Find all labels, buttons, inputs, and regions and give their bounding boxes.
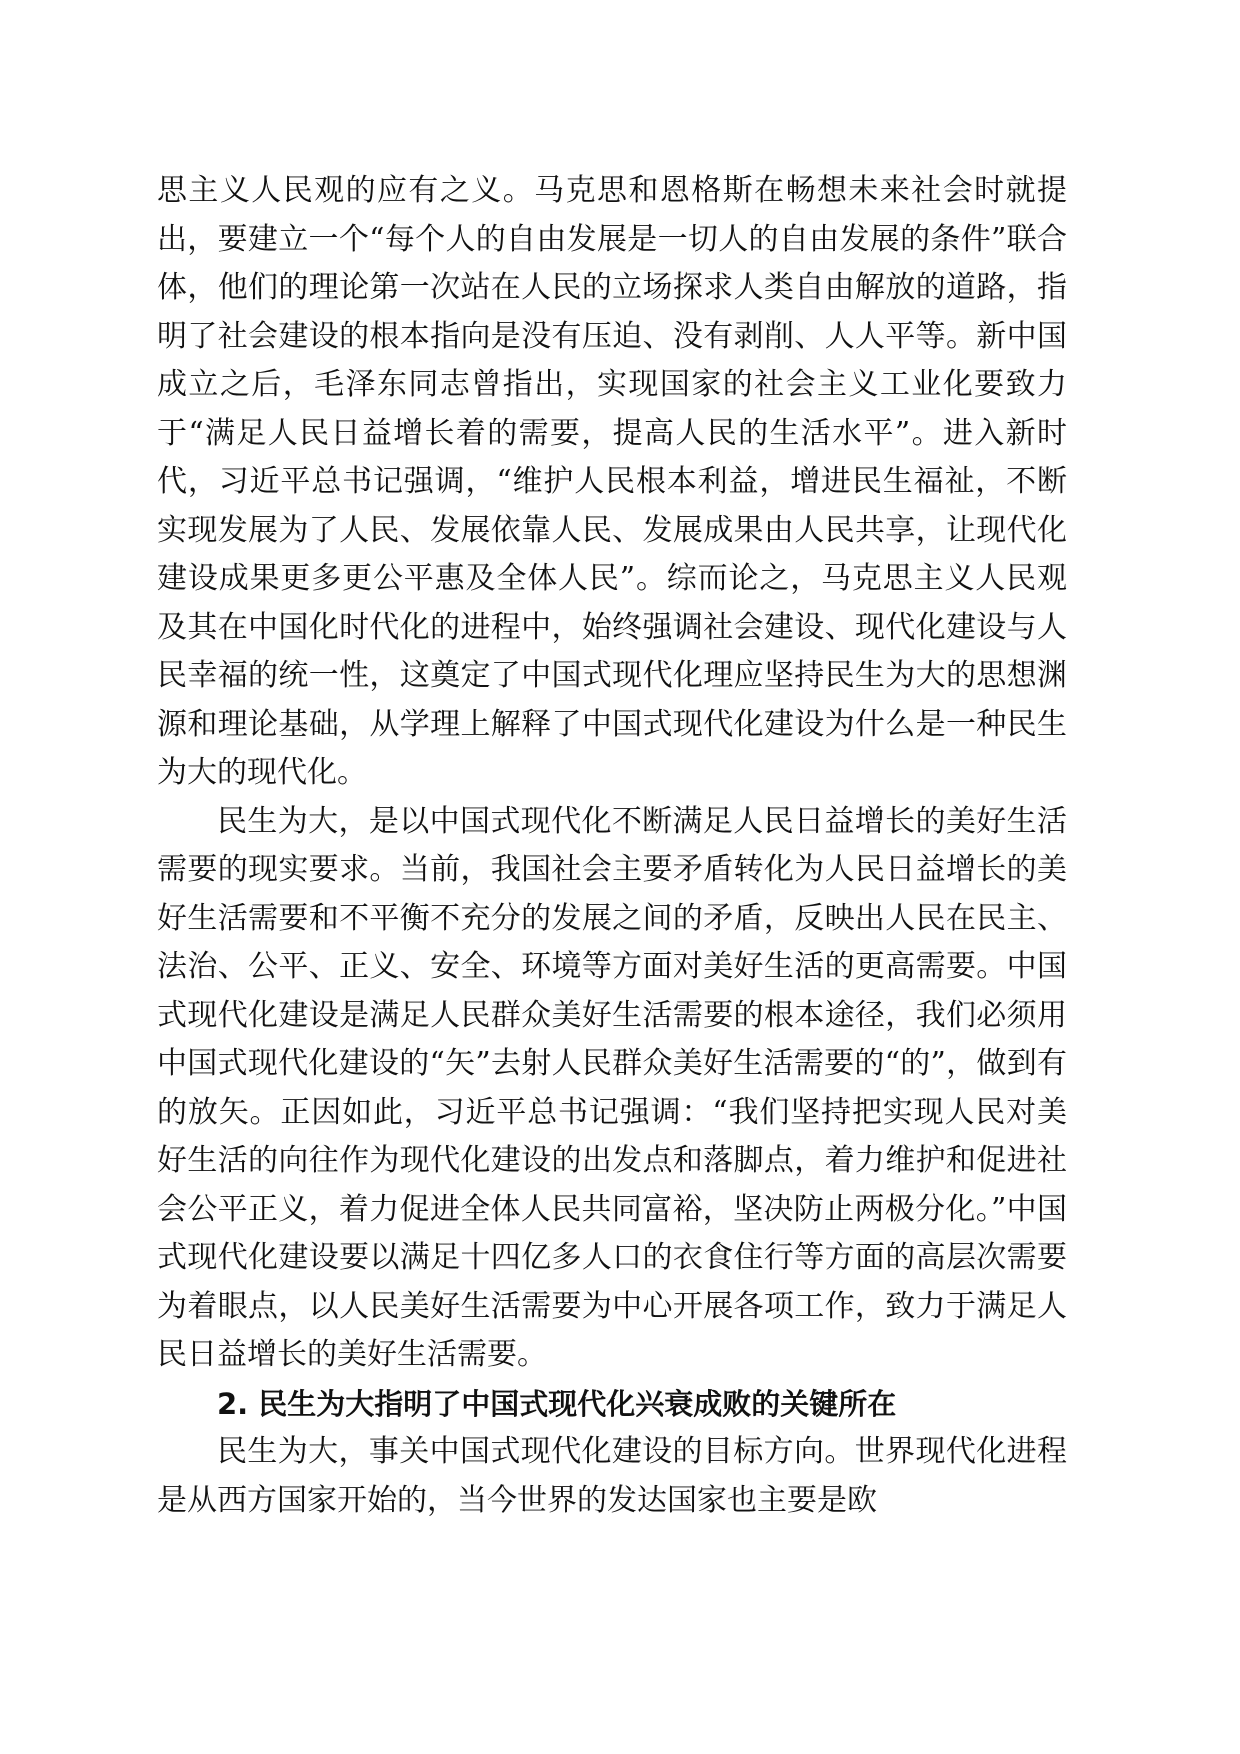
paragraph-modernization-direction: 民生为大，事关中国式现代化建设的目标方向。世界现代化进程是从西方国家开始的，当今世界的发达国家也主要是欧 — [157, 1434, 1067, 1518]
paragraph-marxist-people-view: 思主义人民观的应有之义。马克思和恩格斯在畅想未来社会时就提出，要建立一个“每个人的自由发展是一切人的自由发展的条件”联合体，他们的理论第一次站在人民的立场探求人类自由解放的道路，指明了社会建设的根本指向是没有压迫、没有剥削、人人平等。新中国成立之后，毛泽东同志曾指出，实现国家的社会主义工业化要致力于“满足人民日益增长着的需要，提高人民的生活水平”。进入新时代，习近平总书记强调，“维护人民根本利益，增进民生福祉，不断实现发展为了人民、发展依靠人民、发展成果由人民共享，让现代化建设成果更多更公平惠及全体人民”。综而论之，马克思主义人民观及其在中国化时代化的进程中，始终强调社会建设、现代化建设与人民幸福的统一性，这奠定了中国式现代化理应坚持民生为大的思想渊源和理论基础，从学理上解释了中国式现代化建设为什么是一种民生为大的现代化。 — [157, 173, 1067, 790]
section-heading: 2. 民生为大指明了中国式现代化兴衰成败的关键所在 — [217, 1386, 897, 1421]
document-body — [157, 167, 1067, 1525]
paragraph-better-life-needs: 民生为大，是以中国式现代化不断满足人民日益增长的美好生活需要的现实要求。当前，我国社会主要矛盾转化为人民日益增长的美好生活需要和不平衡不充分的发展之间的矛盾，反映出人民在民主、法治、公平、正义、安全、环境等方面对美好生活的更高需要。中国式现代化建设是满足人民群众美好生活需要的根本途径，我们必须用中国式现代化建设的“矢”去射人民群众美好生活需要的“的”，做到有的放矢。正因如此，习近平总书记强调：“我们坚持把实现人民对美好生活的向往作为现代化建设的出发点和落脚点，着力维护和促进社会公平正义，着力促进全体人民共同富裕，坚决防止两极分化。”中国式现代化建设要以满足十四亿多人口的衣食住行等方面的高层次需要为着眼点，以人民美好生活需要为中心开展各项工作，致力于满足人民日益增长的美好生活需要。 — [157, 803, 1067, 1372]
